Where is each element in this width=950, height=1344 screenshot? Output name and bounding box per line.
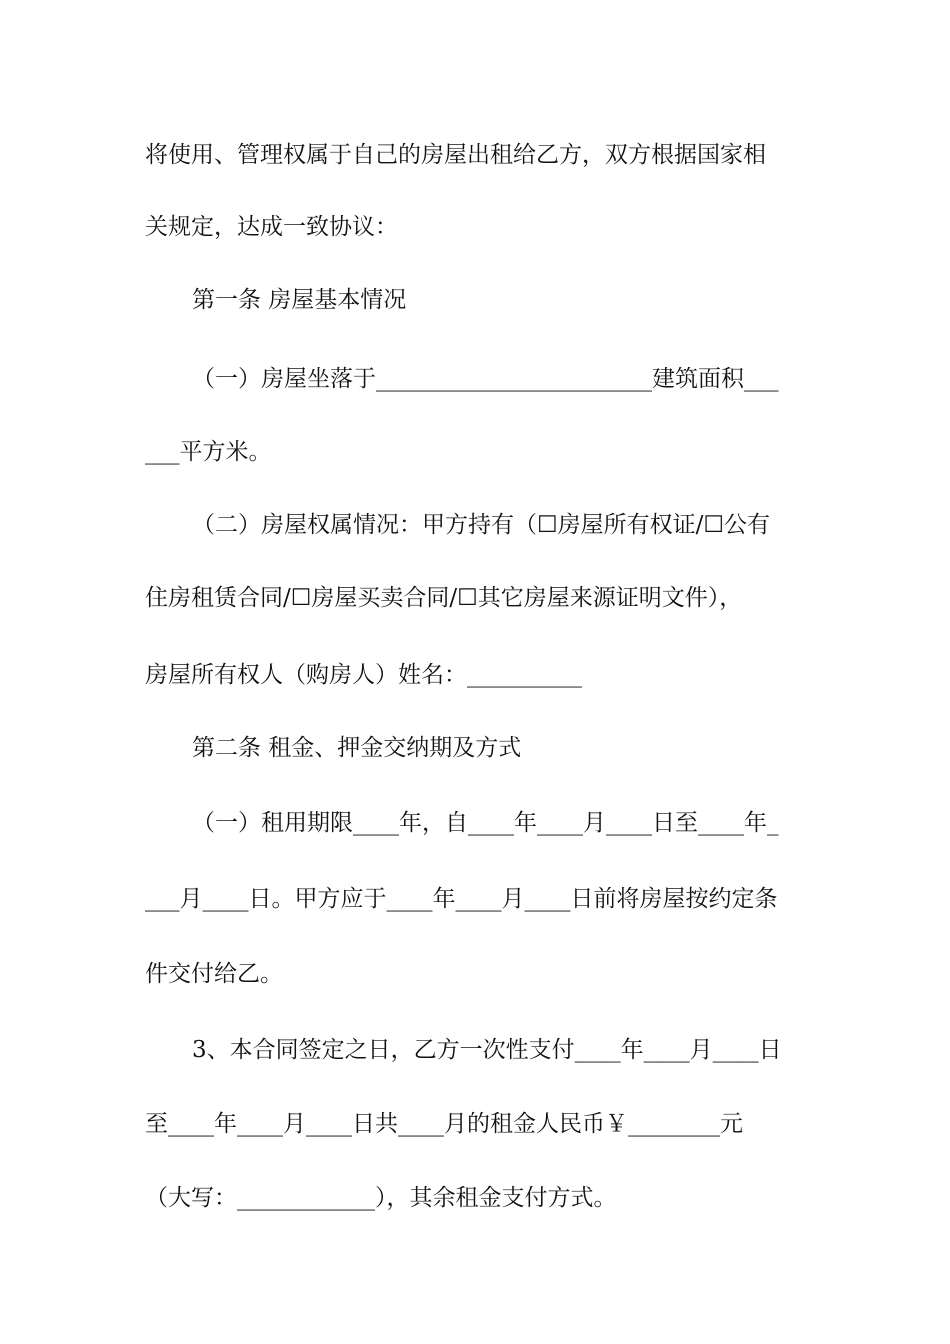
paragraph-line: （一）租用期限____年，自____年____月____日至____年_: [192, 810, 779, 836]
paragraph-line: 住房租赁合同/☐房屋买卖合同/☐其它房屋来源证明文件），: [145, 585, 743, 611]
paragraph-line: （大写：____________），其余租金支付方式。: [145, 1185, 617, 1211]
paragraph-line: 将使用、管理权属于自己的房屋出租给乙方，双方根据国家相: [145, 142, 766, 168]
article-heading: 第二条 租金、押金交纳期及方式: [192, 735, 522, 761]
paragraph-line: 至____年____月____日共____月的租金人民币￥________元: [145, 1111, 743, 1137]
paragraph-line: ___月____日。甲方应于____年____月____日前将房屋按约定条: [145, 886, 778, 912]
paragraph-line: 3、本合同签定之日，乙方一次性支付____年____月____日: [192, 1037, 782, 1063]
paragraph-line: 房屋所有权人（购房人）姓名：__________: [145, 662, 582, 688]
paragraph-line: ___平方米。: [145, 439, 272, 465]
paragraph-line: 关规定，达成一致协议：: [145, 214, 398, 240]
paragraph-line: 件交付给乙。: [145, 961, 283, 987]
paragraph-line: （一）房屋坐落于________________________建筑面积___: [192, 366, 779, 392]
paragraph-line: （二）房屋权属情况：甲方持有（☐房屋所有权证/☐公有: [192, 512, 770, 538]
article-heading: 第一条 房屋基本情况: [192, 287, 407, 313]
